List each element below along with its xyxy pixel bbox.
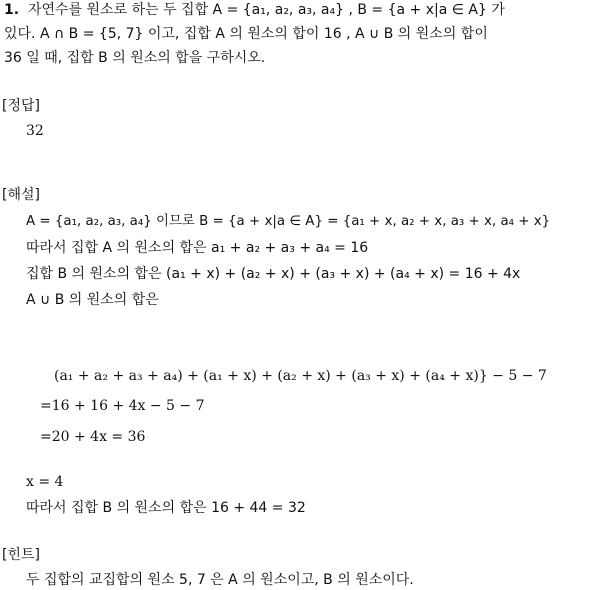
solution-line-2: 따라서 집합 A 의 원소의 합은 a₁ + a₂ + a₃ + a₄ = 16	[26, 240, 369, 256]
problem-line-2: 있다. A ∩ B = {5, 7} 이고, 집합 A 의 원소의 합이 16 , A ∪ B 의 원소의 합이	[4, 26, 488, 42]
problem-number: 1.	[4, 2, 20, 18]
solution-line-3: 집합 B 의 원소의 합은 (a₁ + x) + (a₂ + x) + (a₃ + x) + (a₄ + x) = 16 + 4x	[26, 266, 521, 282]
solution-heading: [해설]	[2, 187, 40, 203]
solution-line-1: A = {a₁, a₂, a₃, a₄} 이므로 B = {a + x|a ∈ A} = {a₁ + x, a₂ + x, a₃ + x, a₄ + x}	[26, 214, 551, 229]
answer-heading: [정답]	[2, 98, 40, 114]
solution-line-7: =20 + 4x = 36	[40, 429, 146, 445]
solution-line-4: A ∪ B 의 원소의 합은	[26, 292, 159, 308]
solution-line-9: 따라서 집합 B 의 원소의 합은 16 + 44 = 32	[26, 500, 306, 516]
hint-text: 두 집합의 교집합의 원소 5, 7 은 A 의 원소이고, B 의 원소이다.	[26, 572, 414, 588]
answer-value: 32	[26, 123, 44, 139]
solution-line-5: (a₁ + a₂ + a₃ + a₄) + (a₁ + x) + (a₂ + x) + (a₃ + x) + (a₄ + x)} − 5 − 7	[54, 368, 547, 384]
problem-line-3: 36 일 때, 집합 B 의 원소의 합을 구하시오.	[4, 50, 266, 66]
hint-heading: [힌트]	[2, 547, 40, 563]
solution-line-8: x = 4	[26, 474, 64, 490]
problem-line-1: 자연수를 원소로 하는 두 집합 A = {a₁, a₂, a₃, a₄} , B = {a + x|a ∈ A} 가	[28, 2, 505, 18]
solution-line-6: =16 + 16 + 4x − 5 − 7	[40, 398, 205, 414]
